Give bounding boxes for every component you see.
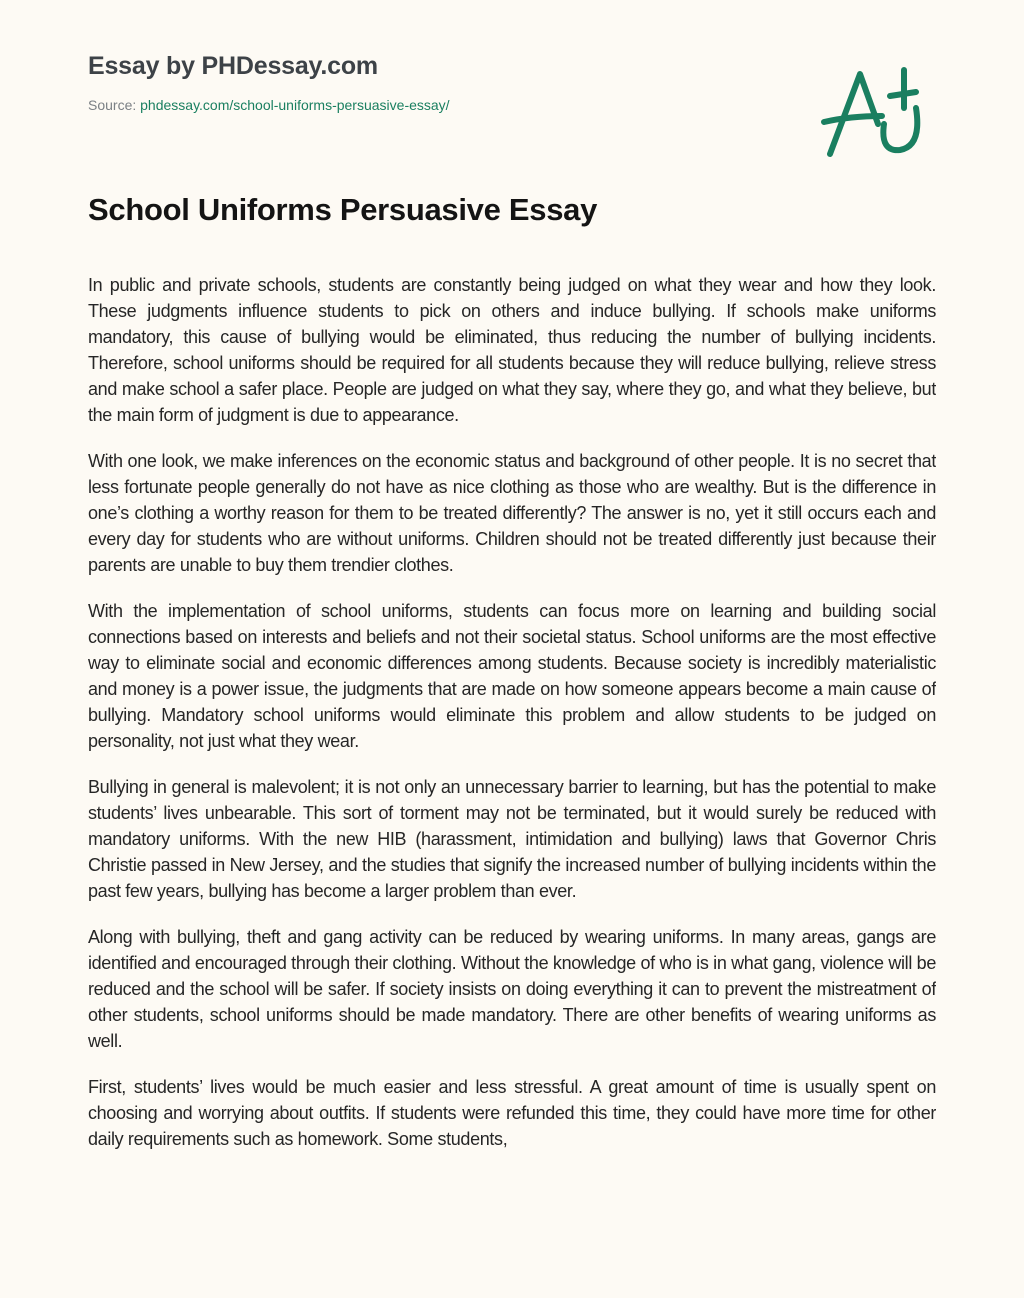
source-line	[88, 96, 450, 114]
paragraph: First, students’ lives would be much easier and less stressful. A great amount of time is usually spent on choosing and worrying about outfits. If students were refunded this time, they could have more time for other daily requirements such as homework. Some students,	[88, 1077, 936, 1149]
page-title: School Uniforms Persuasive Essay	[88, 192, 598, 227]
paragraph: Along with bullying, theft and gang activity can be reduced by wearing uniforms. In many areas, gangs are identified and encouraged through their clothing. Without the knowledge of who is in what gang, violence will be reduced and the school will be safer. If society insists on doing everything it can to prevent the mistreatment of other students, school uniforms should be made mandatory. There are other benefits of wearing uniforms as well.	[88, 927, 936, 1051]
source-link[interactable]: phdessay.com/school-uniforms-persuasive-essay/	[140, 97, 450, 113]
paragraph: With one look, we make inferences on the economic status and background of other people. It is no secret that less fortunate people generally do not have as nice clothing as those who are wealthy. But is the difference in one’s clothing a worthy reason for them to be treated differently? The answer is no, yet it still occurs each and every day for students who are without uniforms. Children should not be treated differently just because their parents are unable to buy them trendier clothes.	[88, 451, 936, 575]
source-label: Source:	[88, 97, 141, 113]
site-header	[88, 50, 450, 114]
a-plus-grade-icon	[820, 62, 930, 162]
brand-title: Essay by PHDessay.com	[88, 52, 378, 80]
paragraph: Bullying in general is malevolent; it is not only an unnecessary barrier to learning, but has the potential to make students’ lives unbearable. This sort of torment may not be terminated, but it would surely be reduced with mandatory uniforms. With the new HIB (harassment, intimidation and bullying) laws that Governor Chris Christie passed in New Jersey, and the studies that signify the increased number of bullying incidents within the past few years, bullying has become a larger problem than ever.	[88, 777, 936, 901]
paragraph: With the implementation of school uniforms, students can focus more on learning and building social connections based on interests and beliefs and not their societal status. School uniforms are the most effective way to eliminate social and economic differences among students. Because society is incredibly materialistic and money is a power issue, the judgments that are made on how someone appears become a main cause of bullying. Mandatory school uniforms would eliminate this problem and allow students to be judged on personality, not just what they wear.	[88, 601, 936, 751]
paragraph: In public and private schools, students are constantly being judged on what they wear and how they look. These judgments influence students to pick on others and induce bullying. If schools make uniforms mandatory, this cause of bullying would be eliminated, thus reducing the number of bullying incidents. Therefore, school uniforms should be required for all students because they will reduce bullying, relieve stress and make school a safer place. People are judged on what they say, where they go, and what they believe, but the main form of judgment is due to appearance.	[88, 275, 936, 425]
essay-body	[88, 272, 936, 1245]
